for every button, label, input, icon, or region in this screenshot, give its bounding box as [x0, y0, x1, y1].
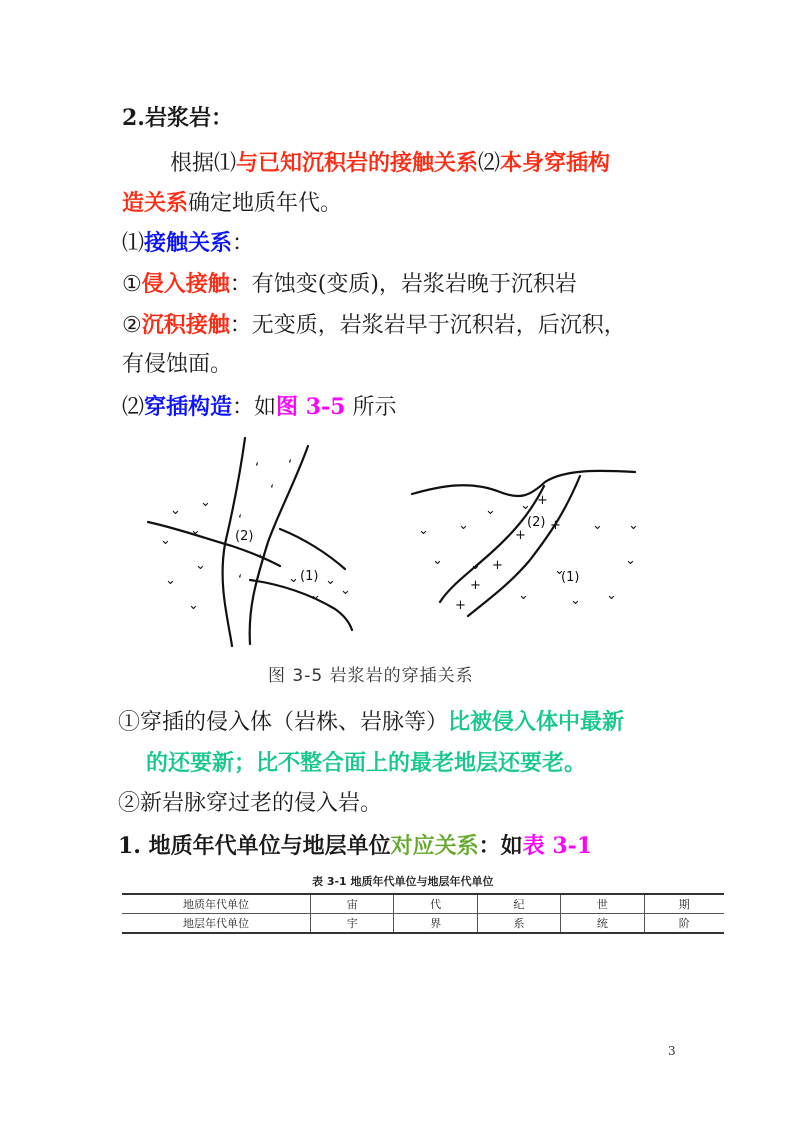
crosscut-label: 穿插构造 — [144, 394, 233, 420]
host-mark: ⌄ — [188, 598, 199, 613]
host-mark: ⌄ — [570, 593, 581, 608]
figure-caption: 图 3-5 岩浆岩的穿插关系 — [268, 666, 474, 686]
contact-colon: ： — [232, 231, 255, 256]
table-cell: 代 — [394, 894, 477, 914]
dike-mark: + — [455, 598, 466, 613]
host-mark: ⌄ — [485, 503, 496, 518]
table-cell: 地层年代单位 — [122, 914, 311, 934]
paragraph-basis-cont — [122, 188, 342, 219]
dike-mark: + — [470, 578, 481, 593]
figure-label-left-2: (2) — [235, 529, 254, 544]
table-cell: 宇 — [311, 914, 394, 934]
host-mark: ⌄ — [288, 571, 299, 586]
table-cell: 纪 — [477, 894, 560, 914]
section-1-heading — [118, 831, 592, 861]
point-1-green-a: 比被侵入体中最新 — [448, 709, 625, 735]
host-mark: ⌄ — [195, 558, 206, 573]
table-cell: 期 — [644, 894, 724, 914]
point-1-text: 穿插的侵入体（岩株、岩脉等） — [140, 710, 449, 735]
point-2 — [118, 789, 382, 819]
intrusive-num: ① — [122, 272, 142, 297]
figure-label-left-1: (1) — [300, 569, 319, 584]
table-cell: 界 — [394, 914, 477, 934]
host-mark: ⌄ — [628, 518, 639, 533]
section-1-mid: ：如 — [478, 833, 523, 859]
section-1-ref: 表 3-1 — [522, 833, 593, 859]
table-row — [122, 894, 724, 914]
crosscut-heading — [122, 392, 396, 423]
table-cell: 宙 — [311, 894, 394, 914]
contact-label: 接触关系 — [144, 230, 233, 256]
dike-mark: ʻ — [270, 483, 275, 498]
figure-label-right-1: (1) — [561, 570, 580, 585]
host-mark: ⌄ — [340, 583, 351, 598]
basis-crosscut-a: 本身穿插构 — [500, 150, 611, 176]
host-mark: ⌄ — [520, 498, 531, 513]
host-mark: ⌄ — [625, 553, 636, 568]
host-mark: ⌄ — [470, 558, 481, 573]
intrusive-contact — [122, 269, 577, 300]
host-mark: ⌄ — [592, 518, 603, 533]
host-mark: ⌄ — [310, 588, 321, 603]
table-cell: 世 — [561, 894, 644, 914]
sedimentary-label: 沉积接触 — [141, 312, 230, 338]
left-cross-edge-b — [250, 580, 352, 630]
unit-table — [122, 893, 724, 934]
basis-suffix: 确定地质年代。 — [188, 191, 343, 216]
dike-mark: + — [537, 493, 548, 508]
host-mark: ⌄ — [432, 553, 443, 568]
point-2-text: 新岩脉穿过老的侵入岩。 — [140, 791, 383, 816]
dike-mark: ʻ — [258, 553, 263, 568]
figure-label-right-2: (2) — [527, 515, 546, 530]
point-2-num: ② — [118, 791, 141, 816]
host-mark: ⌄ — [165, 573, 176, 588]
dike-mark: ʻ — [238, 573, 243, 588]
table-cell: 系 — [477, 914, 560, 934]
crosscut-ref: 图 3-5 — [276, 394, 346, 420]
section-heading: 2.岩浆岩： — [122, 105, 233, 131]
host-mark: ⌄ — [418, 523, 429, 538]
crosscut-suffix: 所示 — [345, 395, 397, 420]
sedimentary-num: ② — [122, 313, 142, 338]
host-mark: ⌄ — [190, 523, 201, 538]
section-1-prefix: 1. 地质年代单位与地层单位 — [118, 833, 391, 859]
table-row — [122, 914, 724, 934]
table-caption: 表 3-1 地质年代单位与地层年代单位 — [312, 875, 494, 888]
host-mark: ⌄ — [458, 518, 469, 533]
point-1-green-b: 的还要新；比不整合面上的最老地层还要老。 — [146, 750, 587, 776]
host-mark: ⌄ — [518, 588, 529, 603]
dike-mark: ʻ — [255, 461, 260, 476]
right-unconformity — [412, 471, 635, 496]
basis-prefix: 根据⑴ — [170, 151, 237, 176]
dike-mark: + — [515, 528, 526, 543]
dike-mark: + — [492, 558, 503, 573]
intrusive-label: 侵入接触 — [141, 271, 230, 297]
host-mark: ⌄ — [325, 573, 336, 588]
contact-heading — [122, 228, 254, 259]
paragraph-basis — [170, 148, 610, 179]
dike-mark: ʻ — [238, 513, 243, 528]
dike-mark: ʻ — [288, 458, 293, 473]
basis-mid: ⑵ — [478, 151, 501, 176]
sedimentary-contact-cont: 有侵蚀面。 — [122, 352, 233, 377]
point-1 — [118, 707, 624, 738]
table-cell: 地质年代单位 — [122, 894, 311, 914]
host-mark: ⌄ — [200, 495, 211, 510]
section-1-olive: 对应关系 — [390, 833, 479, 859]
crosscut-mid: ：如 — [232, 395, 277, 420]
sedimentary-contact — [122, 310, 626, 341]
host-mark: ⌄ — [170, 503, 181, 518]
basis-contact: 与已知沉积岩的接触关系 — [236, 150, 479, 176]
page-number: 3 — [668, 1044, 676, 1058]
table-cell: 阶 — [644, 914, 724, 934]
intrusive-text: ：有蚀变(变质)，岩浆岩晚于沉积岩 — [229, 272, 577, 297]
point-1-num: ① — [118, 710, 141, 735]
crosscut-prefix: ⑵ — [122, 395, 145, 420]
figure-3-5 — [140, 434, 660, 654]
sedimentary-text: ：无变质，岩浆岩早于沉积岩，后沉积， — [229, 313, 626, 338]
point-1-cont — [146, 748, 586, 779]
table-cell: 统 — [561, 914, 644, 934]
host-mark: ⌄ — [160, 533, 171, 548]
host-mark: ⌄ — [554, 563, 565, 578]
left-cross-edge-c — [280, 529, 345, 569]
dike-mark: + — [550, 518, 561, 533]
host-mark: ⌄ — [606, 588, 617, 603]
contact-prefix: ⑴ — [122, 231, 145, 256]
basis-crosscut-b: 造关系 — [122, 190, 189, 216]
